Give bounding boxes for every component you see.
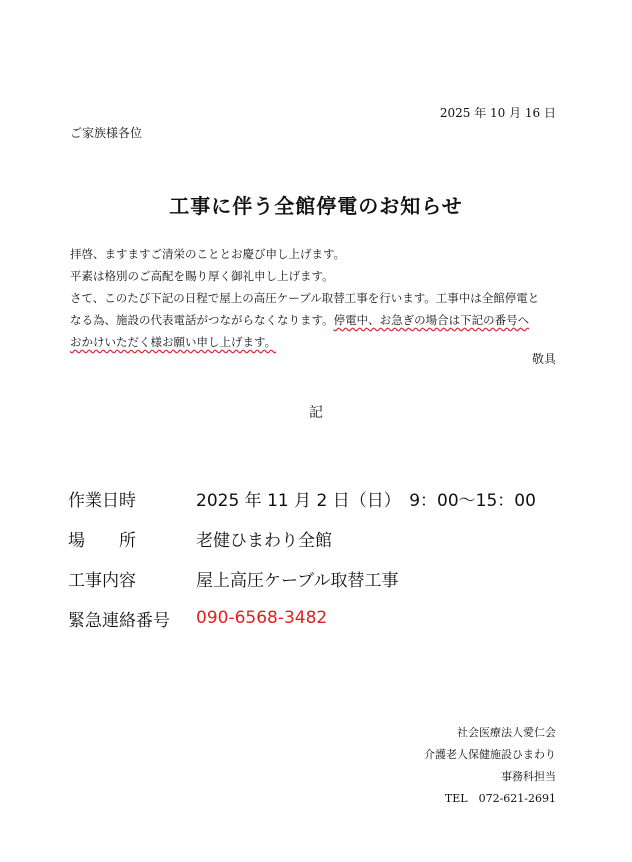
detail-value-place: 老健ひまわり全館 (196, 530, 332, 551)
sender-tel: TEL 072-621-2691 (444, 792, 556, 805)
detail-value-emergency: 090-6568-3482 (196, 608, 328, 628)
addressee: ご家族様各位 (70, 126, 143, 140)
document-title: 工事に伴う全館停電のお知らせ (169, 194, 463, 218)
sender-dept: 事務科担当 (501, 770, 556, 783)
detail-label-emergency: 緊急連絡番号 (68, 610, 170, 631)
ki-heading: 記 (309, 405, 323, 421)
detail-row-content (68, 558, 536, 598)
body-phone-emphasis: 停電中、お急ぎの場合は下記の番号へ (333, 313, 530, 327)
closing-remark: 敬具 (531, 352, 556, 366)
detail-label-content: 工事内容 (68, 570, 136, 591)
sender-org: 社会医療法人愛仁会 (457, 726, 556, 739)
body-line-greeting: 拝啓、ますますご清栄のこととお慶び申し上げます。 (70, 247, 346, 261)
document-date: 2025 年 10 月 16 日 (439, 106, 556, 120)
body-line-request (70, 331, 562, 353)
detail-value-datetime: 2025 年 11 月 2 日（日） 9：00〜15：00 (196, 490, 536, 511)
detail-row-emergency (68, 598, 536, 638)
detail-value-content: 屋上高圧ケーブル取替工事 (196, 570, 399, 591)
body-phone-plain: なる為、施設の代表電話がつながらなくなります。 (70, 313, 334, 327)
body-line-thanks: 平素は格別のご高配を賜り厚く御礼申し上げます。 (70, 269, 334, 283)
body-line-notice: さて、このたび下記の日程で屋上の高圧ケーブル取替工事を行います。工事中は全館停電と (70, 291, 540, 305)
body-text (70, 243, 562, 353)
body-request-emphasis: おかけいただく様お願い申し上げます。 (70, 335, 277, 349)
detail-label-datetime: 作業日時 (68, 490, 136, 511)
detail-row-datetime (68, 478, 536, 518)
sender-block (424, 722, 556, 810)
body-line-phone (70, 309, 562, 331)
detail-row-place (68, 518, 536, 558)
details-list (68, 478, 536, 638)
detail-label-place: 場 所 (68, 530, 136, 551)
sender-facility: 介護老人保健施設ひまわり (424, 748, 556, 761)
